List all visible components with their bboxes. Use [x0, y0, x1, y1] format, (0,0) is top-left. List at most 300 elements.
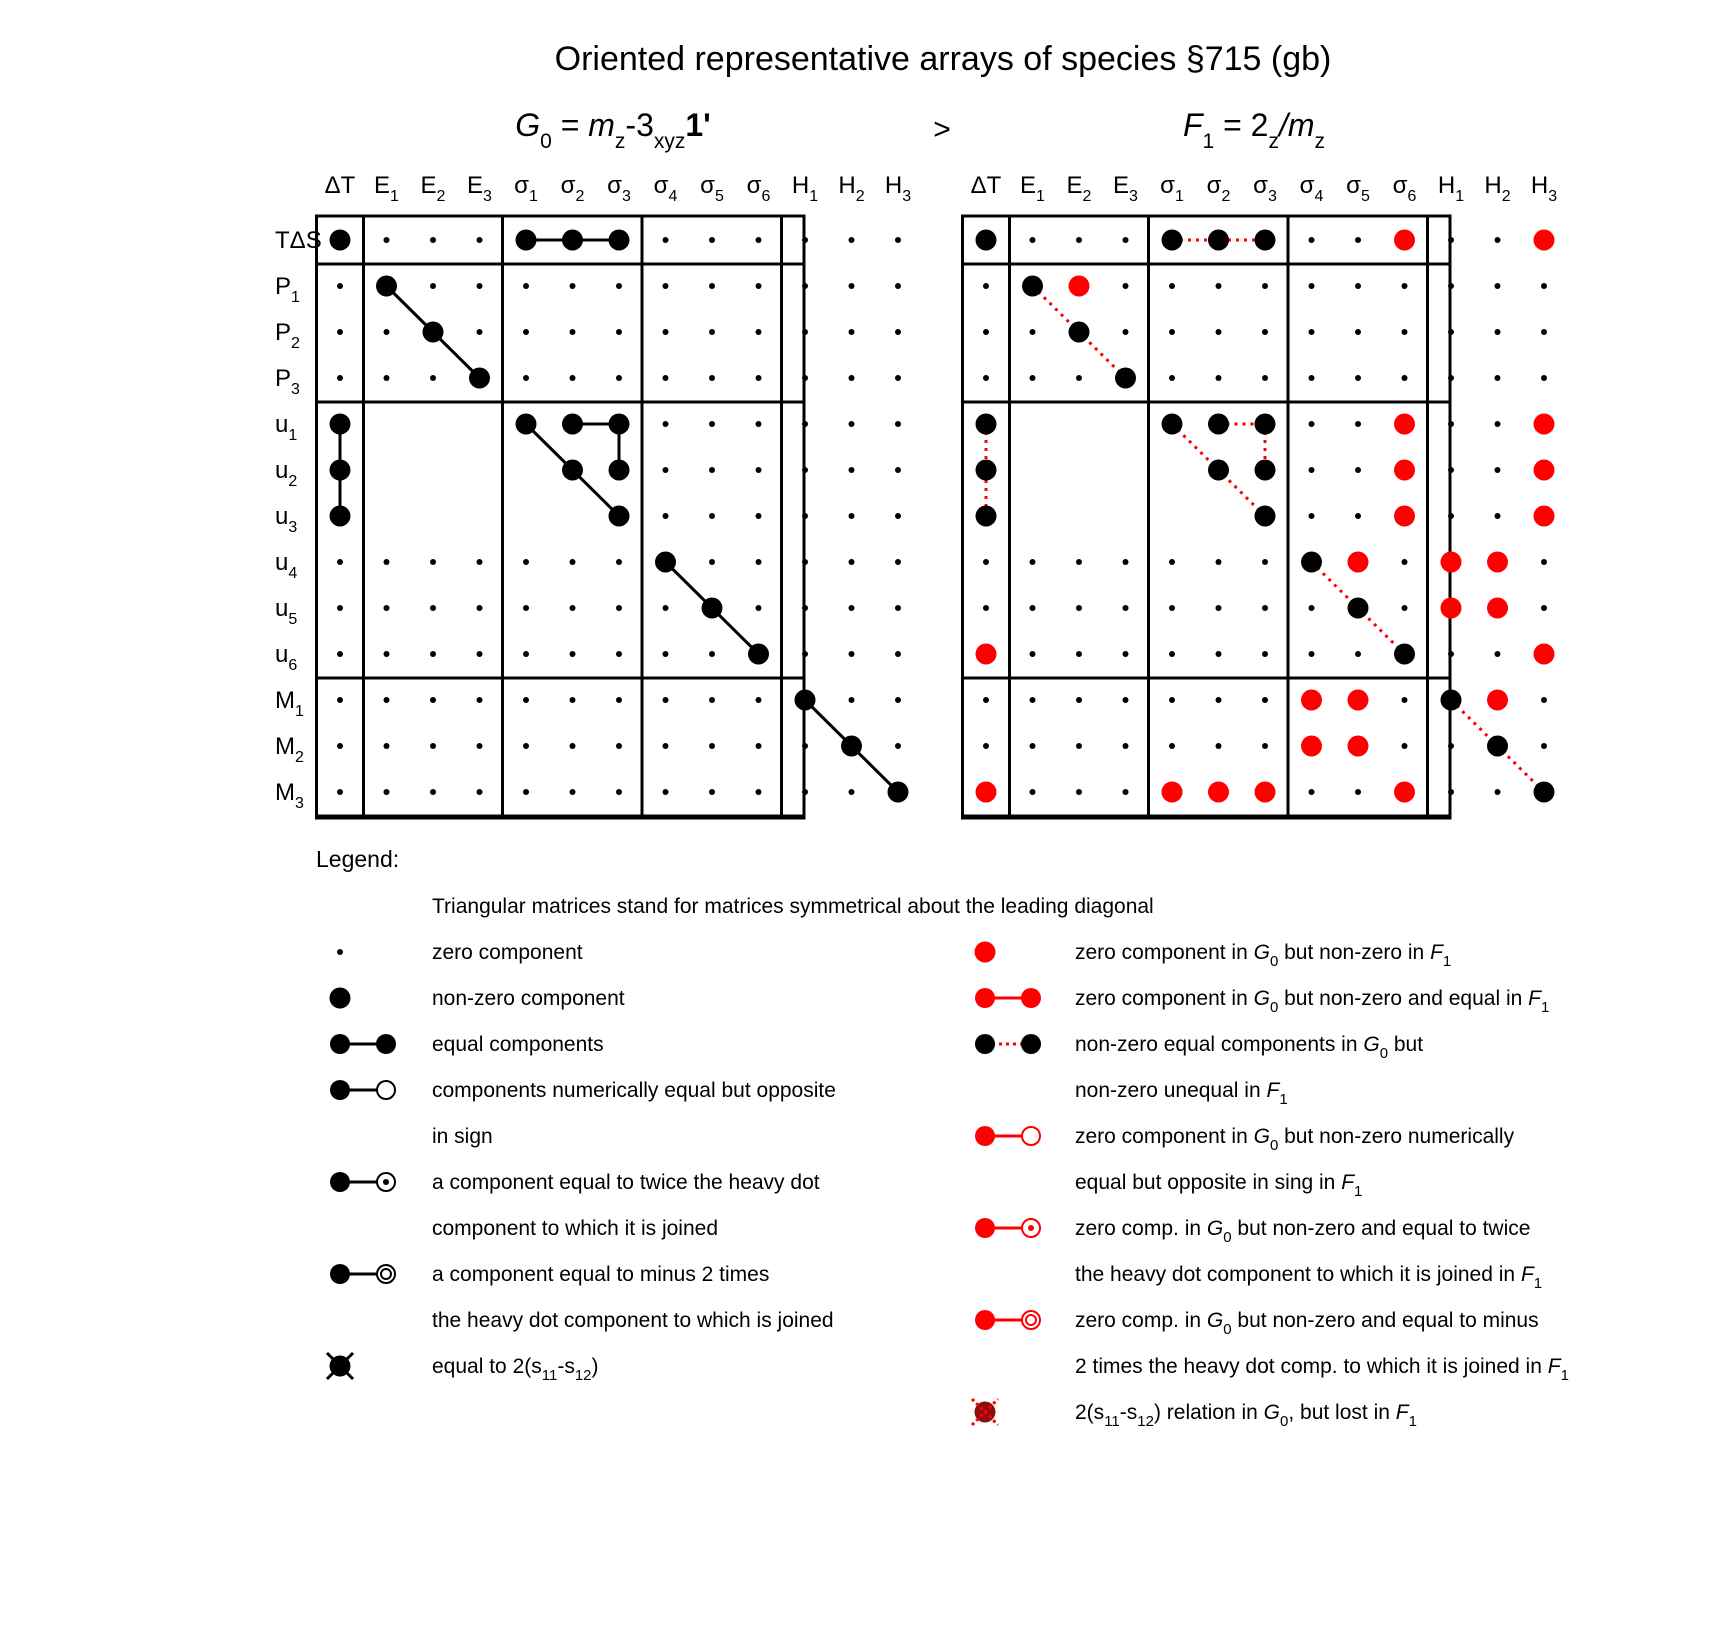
new-nonzero-component — [1348, 552, 1369, 573]
legend-left-item-text: in sign — [432, 1125, 493, 1148]
zero-component — [1262, 559, 1268, 565]
zero-component — [709, 513, 715, 519]
legend-right-item-text: equal but opposite in sing in $F_1$ — [1075, 1171, 1363, 1200]
zero-component — [1448, 421, 1454, 427]
legend-right-item-text: non-zero unequal in $F_1$ — [1075, 1079, 1288, 1108]
zero-component — [663, 421, 669, 427]
row-label: $P_2$ — [275, 319, 300, 352]
zero-component — [430, 375, 436, 381]
column-header: $\sigma_4$ — [653, 172, 678, 205]
column-header: $\sigma_2$ — [560, 172, 585, 205]
f1-matrix — [963, 172, 1558, 818]
zero-component — [709, 697, 715, 703]
zero-component — [1448, 237, 1454, 243]
zero-component — [895, 513, 901, 519]
zero-component — [523, 559, 529, 565]
row-label: TΔS — [275, 227, 322, 254]
zero-component — [1309, 421, 1315, 427]
zero-component — [1030, 237, 1036, 243]
zero-component — [616, 789, 622, 795]
new-nonzero-component — [1394, 460, 1415, 481]
zero-component — [337, 559, 343, 565]
zero-component — [384, 697, 390, 703]
column-header: ΔT — [324, 172, 356, 199]
zero-component — [337, 283, 343, 289]
nonzero-component — [976, 460, 997, 481]
zero-component — [895, 421, 901, 427]
legend-right-item-text: zero component in $G_0$ but non-zero in $F_1$ — [1075, 941, 1452, 970]
zero-component — [384, 605, 390, 611]
zero-component — [709, 651, 715, 657]
new-nonzero-component — [1441, 598, 1462, 619]
zero-component — [337, 743, 343, 749]
legend-right-item-text: non-zero equal components in $G_0$ but — [1075, 1033, 1424, 1062]
nonzero-component — [609, 460, 630, 481]
legend-left-item-text: equal to $2(s_{11}-s_{12})$ — [432, 1355, 599, 1384]
zero-component — [337, 329, 343, 335]
zero-component — [849, 237, 855, 243]
zero-component — [663, 283, 669, 289]
column-header: $H_2$ — [1484, 172, 1511, 205]
new-nonzero-component — [1069, 276, 1090, 297]
equal-pair-symbol — [330, 1034, 396, 1054]
zero-component — [1169, 697, 1175, 703]
red-minus-two-pair-symbol — [975, 1310, 1040, 1330]
red-twice-pair-symbol — [975, 1218, 1040, 1238]
zero-component — [663, 605, 669, 611]
zero-component — [1309, 237, 1315, 243]
new-nonzero-component — [1255, 782, 1276, 803]
zero-component — [1169, 651, 1175, 657]
zero-component — [1495, 237, 1501, 243]
zero-component — [430, 283, 436, 289]
zero-component — [1076, 237, 1082, 243]
column-header: $\sigma_3$ — [607, 172, 631, 205]
zero-component — [1076, 605, 1082, 611]
column-header: $H_3$ — [884, 172, 912, 205]
legend-left-item-text: components numerically equal but opposite — [432, 1079, 836, 1102]
zero-component — [849, 329, 855, 335]
zero-component — [1402, 375, 1408, 381]
zero-component — [570, 697, 576, 703]
nonzero-component — [1487, 736, 1508, 757]
zero-component — [523, 375, 529, 381]
zero-component — [895, 743, 901, 749]
zero-component — [895, 697, 901, 703]
new-nonzero-component — [1487, 598, 1508, 619]
zero-component — [1262, 743, 1268, 749]
zero-component — [337, 375, 343, 381]
column-header: $H_2$ — [838, 172, 865, 205]
zero-component — [1541, 329, 1547, 335]
zero-component — [477, 605, 483, 611]
zero-component — [1216, 375, 1222, 381]
zero-component — [849, 421, 855, 427]
zero-component — [1216, 697, 1222, 703]
zero-component — [1355, 283, 1361, 289]
new-nonzero-component — [1301, 690, 1322, 711]
legend-right-item-text: zero comp. in $G_0$ but non-zero and equal to minus — [1075, 1309, 1539, 1338]
nonzero-component — [976, 414, 997, 435]
zero-component — [616, 375, 622, 381]
zero-component — [1123, 789, 1129, 795]
zero-component — [523, 651, 529, 657]
legend-note: Triangular matrices stand for matrices symmetrical about the leading diagonal — [432, 895, 1154, 918]
zero-component — [523, 697, 529, 703]
column-header: $\sigma_5$ — [1346, 172, 1370, 205]
zero-component — [477, 237, 483, 243]
new-nonzero-component — [1348, 736, 1369, 757]
nonzero-component — [469, 368, 490, 389]
zero-component — [1402, 743, 1408, 749]
zero-component — [523, 605, 529, 611]
zero-component — [983, 605, 989, 611]
row-label: $u_2$ — [275, 457, 298, 490]
zero-component — [802, 651, 808, 657]
zero-component — [1216, 743, 1222, 749]
new-nonzero-component — [1534, 460, 1555, 481]
zero-component — [1402, 605, 1408, 611]
column-header: $\sigma_1$ — [514, 172, 538, 205]
new-nonzero-component — [1487, 690, 1508, 711]
zero-component — [849, 651, 855, 657]
zero-component — [430, 789, 436, 795]
nonzero-component — [1394, 644, 1415, 665]
zero-component — [709, 421, 715, 427]
zero-component — [337, 697, 343, 703]
zero-component — [477, 697, 483, 703]
zero-component — [430, 743, 436, 749]
new-nonzero-component — [1394, 414, 1415, 435]
zero-component — [663, 697, 669, 703]
zero-component — [1123, 329, 1129, 335]
minus-two-pair-symbol — [330, 1264, 395, 1284]
zero-component — [1030, 375, 1036, 381]
small-dot-symbol — [337, 949, 343, 955]
column-header: $\sigma_4$ — [1299, 172, 1324, 205]
new-nonzero-component — [1441, 552, 1462, 573]
zero-component — [709, 283, 715, 289]
zero-component — [1030, 697, 1036, 703]
column-header: $E_3$ — [467, 172, 492, 205]
zero-component — [430, 237, 436, 243]
zero-component — [1309, 283, 1315, 289]
legend-left-item-text: a component equal to twice the heavy dot — [432, 1171, 820, 1194]
zero-component — [1541, 283, 1547, 289]
nonzero-component — [1069, 322, 1090, 343]
red-crossed-dot-symbol — [972, 1399, 998, 1425]
zero-component — [1123, 697, 1129, 703]
zero-component — [570, 559, 576, 565]
zero-component — [1030, 329, 1036, 335]
zero-component — [616, 283, 622, 289]
zero-component — [477, 283, 483, 289]
new-nonzero-component — [1301, 736, 1322, 757]
zero-component — [849, 375, 855, 381]
new-nonzero-component — [976, 782, 997, 803]
zero-component — [570, 283, 576, 289]
zero-component — [1448, 375, 1454, 381]
zero-component — [1169, 559, 1175, 565]
column-header: $\sigma_6$ — [746, 172, 771, 205]
zero-component — [337, 651, 343, 657]
zero-component — [802, 513, 808, 519]
zero-component — [1448, 789, 1454, 795]
zero-component — [1355, 513, 1361, 519]
zero-component — [756, 467, 762, 473]
zero-component — [1030, 789, 1036, 795]
column-header: $H_3$ — [1530, 172, 1558, 205]
zero-component — [477, 651, 483, 657]
zero-component — [1076, 559, 1082, 565]
g0-matrix — [275, 172, 911, 818]
zero-component — [1169, 329, 1175, 335]
zero-component — [756, 329, 762, 335]
zero-component — [384, 375, 390, 381]
twice-pair-symbol — [330, 1172, 395, 1192]
nonzero-component — [330, 460, 351, 481]
nonzero-component — [330, 414, 351, 435]
zero-component — [802, 421, 808, 427]
zero-component — [1262, 605, 1268, 611]
zero-component — [1355, 237, 1361, 243]
figure-title: Oriented representative arrays of species §715 (gb) — [554, 40, 1332, 78]
row-label: $u_5$ — [275, 595, 298, 628]
zero-component — [1216, 329, 1222, 335]
zero-component — [1262, 283, 1268, 289]
zero-component — [1495, 513, 1501, 519]
zero-component — [1448, 743, 1454, 749]
nonzero-component — [841, 736, 862, 757]
zero-component — [849, 559, 855, 565]
column-header: $\sigma_5$ — [700, 172, 724, 205]
zero-component — [1448, 467, 1454, 473]
matrix-frame — [317, 216, 805, 818]
new-nonzero-component — [1534, 230, 1555, 251]
nonzero-component — [1255, 506, 1276, 527]
zero-component — [384, 329, 390, 335]
zero-component — [1402, 329, 1408, 335]
zero-component — [663, 743, 669, 749]
zero-component — [1309, 329, 1315, 335]
zero-component — [1123, 559, 1129, 565]
nonzero-component — [1115, 368, 1136, 389]
zero-component — [1262, 697, 1268, 703]
matrices-layer — [275, 172, 1557, 818]
zero-component — [756, 375, 762, 381]
zero-component — [709, 559, 715, 565]
column-header: $\sigma_1$ — [1160, 172, 1184, 205]
zero-component — [983, 329, 989, 335]
red-opposite-pair-symbol — [975, 1126, 1040, 1146]
nonzero-component — [702, 598, 723, 619]
zero-component — [663, 237, 669, 243]
zero-component — [1495, 651, 1501, 657]
zero-component — [1169, 743, 1175, 749]
zero-component — [895, 651, 901, 657]
new-nonzero-component — [1534, 644, 1555, 665]
opposite-pair-symbol — [330, 1080, 395, 1100]
new-nonzero-component — [1534, 414, 1555, 435]
zero-component — [983, 283, 989, 289]
zero-component — [1495, 375, 1501, 381]
zero-component — [1123, 651, 1129, 657]
zero-component — [1448, 329, 1454, 335]
zero-component — [709, 789, 715, 795]
zero-component — [1030, 743, 1036, 749]
new-nonzero-component — [1394, 782, 1415, 803]
zero-component — [384, 789, 390, 795]
zero-component — [1030, 651, 1036, 657]
zero-component — [709, 375, 715, 381]
zero-component — [802, 559, 808, 565]
nonzero-component — [330, 230, 351, 251]
zero-component — [1541, 375, 1547, 381]
zero-component — [709, 237, 715, 243]
zero-component — [523, 789, 529, 795]
zero-component — [523, 283, 529, 289]
zero-component — [384, 559, 390, 565]
zero-component — [895, 237, 901, 243]
zero-component — [1309, 467, 1315, 473]
legend-left-item-text: zero component — [432, 941, 583, 964]
zero-component — [1355, 789, 1361, 795]
nonzero-component — [1162, 230, 1183, 251]
legend-left-item-text: equal components — [432, 1033, 604, 1056]
zero-component — [570, 375, 576, 381]
zero-component — [1309, 651, 1315, 657]
nonzero-component — [1162, 414, 1183, 435]
legend-left-item-text: non-zero component — [432, 987, 625, 1010]
zero-component — [1495, 329, 1501, 335]
zero-component — [663, 467, 669, 473]
zero-component — [849, 513, 855, 519]
zero-component — [1541, 559, 1547, 565]
nonzero-component — [1348, 598, 1369, 619]
nonzero-component — [1255, 460, 1276, 481]
zero-component — [1169, 605, 1175, 611]
zero-component — [849, 605, 855, 611]
zero-component — [756, 283, 762, 289]
zero-component — [802, 467, 808, 473]
zero-component — [895, 559, 901, 565]
zero-component — [802, 329, 808, 335]
column-header: $\sigma_6$ — [1392, 172, 1417, 205]
zero-component — [430, 651, 436, 657]
nonzero-component — [1301, 552, 1322, 573]
comparison-symbol: > — [933, 113, 951, 146]
nonzero-component — [609, 506, 630, 527]
zero-component — [1355, 467, 1361, 473]
big-dot-symbol — [330, 988, 351, 1009]
legend-right-item-text: zero component in $G_0$ but non-zero numerically — [1075, 1125, 1515, 1154]
zero-component — [337, 789, 343, 795]
zero-component — [1262, 329, 1268, 335]
zero-component — [1076, 697, 1082, 703]
zero-component — [1309, 513, 1315, 519]
zero-component — [616, 559, 622, 565]
zero-component — [895, 329, 901, 335]
zero-component — [709, 743, 715, 749]
zero-component — [616, 651, 622, 657]
zero-component — [756, 605, 762, 611]
zero-component — [1123, 237, 1129, 243]
column-header: $E_3$ — [1113, 172, 1138, 205]
row-label: $M_3$ — [275, 779, 304, 812]
nonzero-component — [1208, 460, 1229, 481]
zero-component — [1309, 605, 1315, 611]
column-header: ΔT — [970, 172, 1002, 199]
zero-component — [523, 329, 529, 335]
zero-component — [570, 789, 576, 795]
nonzero-component — [976, 506, 997, 527]
zero-component — [1309, 375, 1315, 381]
new-nonzero-component — [1348, 690, 1369, 711]
zero-component — [756, 743, 762, 749]
zero-component — [430, 697, 436, 703]
zero-component — [1448, 513, 1454, 519]
zero-component — [1402, 697, 1408, 703]
zero-component — [1402, 283, 1408, 289]
zero-component — [663, 789, 669, 795]
nonzero-component — [516, 230, 537, 251]
zero-component — [849, 789, 855, 795]
column-header: $\sigma_2$ — [1206, 172, 1231, 205]
legend-right-item-text: zero comp. in $G_0$ but non-zero and equal to twice — [1075, 1217, 1531, 1246]
zero-component — [1495, 467, 1501, 473]
nonzero-component — [1534, 782, 1555, 803]
zero-component — [983, 559, 989, 565]
zero-component — [1076, 743, 1082, 749]
nonzero-component — [562, 414, 583, 435]
zero-component — [756, 513, 762, 519]
nonzero-component — [1441, 690, 1462, 711]
zero-component — [1216, 651, 1222, 657]
new-nonzero-component — [1534, 506, 1555, 527]
nonzero-component — [423, 322, 444, 343]
zero-component — [1076, 789, 1082, 795]
zero-component — [849, 697, 855, 703]
column-header: $E_1$ — [374, 172, 399, 205]
zero-component — [1541, 605, 1547, 611]
matrix-frame — [963, 216, 1451, 818]
row-label: $u_6$ — [275, 641, 298, 674]
zero-component — [616, 743, 622, 749]
zero-component — [1030, 559, 1036, 565]
zero-component — [337, 605, 343, 611]
zero-component — [802, 605, 808, 611]
legend-title: Legend: — [316, 846, 400, 872]
nonzero-component — [1208, 414, 1229, 435]
zero-component — [802, 375, 808, 381]
nonzero-component — [609, 414, 630, 435]
zero-component — [430, 559, 436, 565]
nonzero-component — [562, 230, 583, 251]
column-header: $H_1$ — [1437, 172, 1465, 205]
zero-component — [570, 329, 576, 335]
zero-component — [849, 467, 855, 473]
zero-component — [1169, 283, 1175, 289]
legend-right-item-text: the heavy dot component to which it is joined in $F_1$ — [1075, 1263, 1543, 1292]
zero-component — [570, 651, 576, 657]
column-header: $\sigma_3$ — [1253, 172, 1277, 205]
legend-left-item-text: component to which it is joined — [432, 1217, 718, 1240]
zero-component — [1355, 329, 1361, 335]
nonzero-component — [376, 276, 397, 297]
zero-component — [1262, 651, 1268, 657]
zero-component — [1495, 421, 1501, 427]
nonzero-component — [888, 782, 909, 803]
